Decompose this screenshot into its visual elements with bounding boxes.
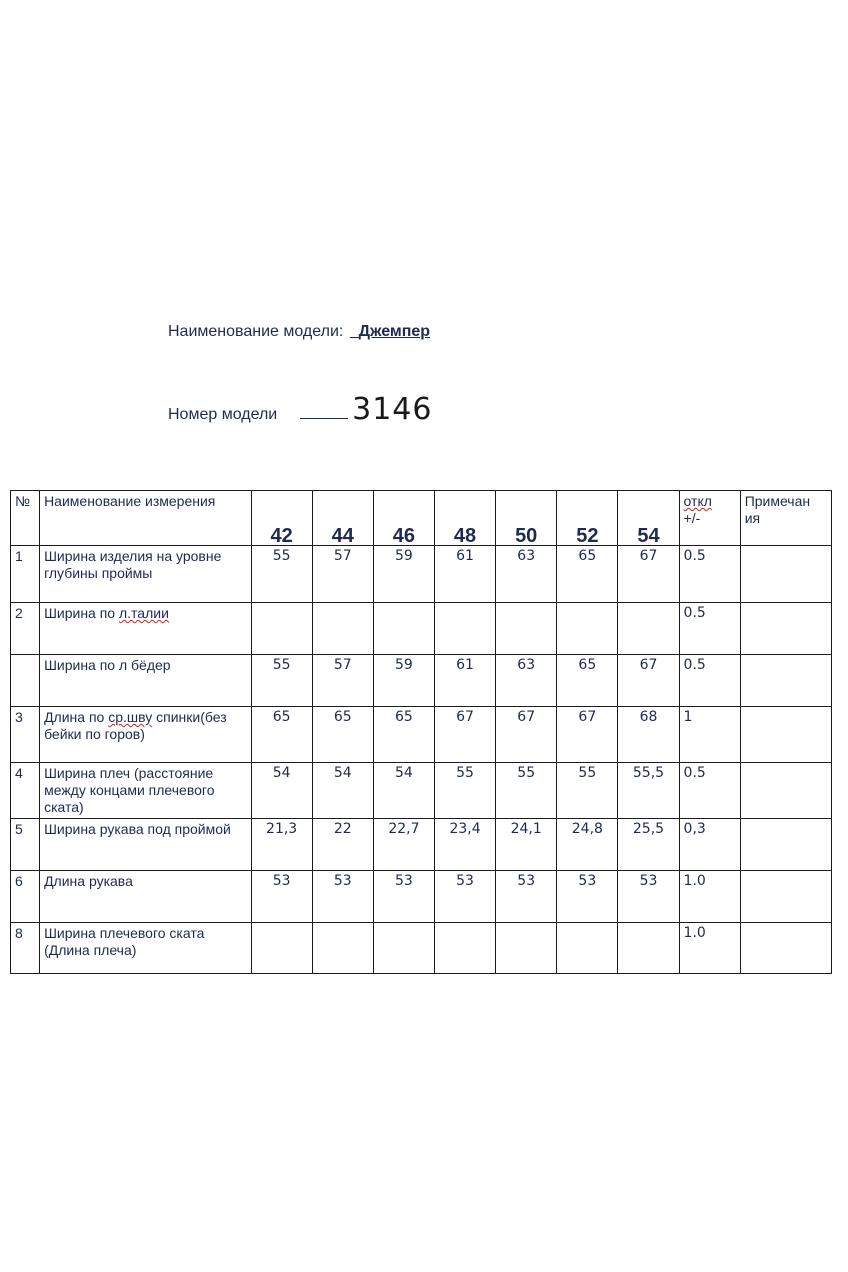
header-measurement-name: Наименование измерения: [40, 491, 252, 546]
row-value: 57: [312, 546, 373, 603]
model-name-value: Джемпер: [358, 323, 431, 340]
row-value: 57: [312, 655, 373, 707]
row-value: [312, 603, 373, 655]
row-tolerance: 1: [679, 707, 740, 763]
model-number-blank-line: [300, 390, 348, 419]
header-size: 54: [618, 491, 679, 546]
row-value: 53: [434, 871, 495, 923]
row-value: 65: [251, 707, 312, 763]
row-tolerance: 0.5: [679, 655, 740, 707]
header-num: №: [11, 491, 40, 546]
header-size: 52: [557, 491, 618, 546]
row-name: Ширина плечевого ската (Длина плеча): [40, 923, 252, 974]
row-value: 55,5: [618, 763, 679, 819]
row-value: [618, 603, 679, 655]
row-value: 63: [496, 546, 557, 603]
header-tolerance: [679, 491, 740, 546]
row-value: 24,8: [557, 819, 618, 871]
measurement-table: [10, 490, 832, 974]
row-value: [496, 603, 557, 655]
row-value: [373, 603, 434, 655]
table-row: [11, 923, 832, 974]
row-value: 53: [373, 871, 434, 923]
row-value: 54: [312, 763, 373, 819]
row-value: 65: [557, 546, 618, 603]
row-value: 54: [373, 763, 434, 819]
row-value: [496, 923, 557, 974]
row-name: Ширина рукава под проймой: [40, 819, 252, 871]
header-size: 42: [251, 491, 312, 546]
row-value: [251, 923, 312, 974]
row-name: Ширина плеч (расстояние между концами плечевого ската): [40, 763, 252, 819]
row-name: Ширина по л.талии: [40, 603, 252, 655]
table-header-row: [11, 491, 832, 546]
model-number-label: Номер модели: [168, 406, 278, 423]
row-value: 67: [618, 655, 679, 707]
header-tolerance-line1: откл: [683, 493, 712, 509]
row-num: 3: [11, 707, 40, 763]
row-value: [373, 923, 434, 974]
header-size: 48: [434, 491, 495, 546]
row-value: 65: [312, 707, 373, 763]
row-note: [740, 707, 831, 763]
row-value: 53: [557, 871, 618, 923]
row-value: 53: [496, 871, 557, 923]
row-value: 55: [557, 763, 618, 819]
row-value: 53: [251, 871, 312, 923]
table-row: [11, 707, 832, 763]
row-value: 53: [618, 871, 679, 923]
row-name: Ширина изделия на уровне глубины проймы: [40, 546, 252, 603]
table-row: [11, 655, 832, 707]
row-value: 23,4: [434, 819, 495, 871]
row-name: Ширина по л бёдер: [40, 655, 252, 707]
row-value: 67: [618, 546, 679, 603]
row-note: [740, 655, 831, 707]
header-size: 50: [496, 491, 557, 546]
row-name: Длина рукава: [40, 871, 252, 923]
row-note: [740, 871, 831, 923]
table-row: [11, 763, 832, 819]
row-value: 55: [496, 763, 557, 819]
header-size: 46: [373, 491, 434, 546]
table-row: [11, 546, 832, 603]
row-num: 4: [11, 763, 40, 819]
row-num: 6: [11, 871, 40, 923]
model-number-line: [168, 390, 432, 427]
row-note: [740, 603, 831, 655]
row-value: [434, 603, 495, 655]
row-value: 67: [496, 707, 557, 763]
row-value: 59: [373, 546, 434, 603]
table-row: [11, 871, 832, 923]
row-value: 54: [251, 763, 312, 819]
row-value: [312, 923, 373, 974]
row-num: 8: [11, 923, 40, 974]
row-value: [618, 923, 679, 974]
row-note: [740, 923, 831, 974]
table-row: [11, 819, 832, 871]
header-note: Примечан ия: [740, 491, 831, 546]
row-value: 55: [251, 546, 312, 603]
row-tolerance: 1.0: [679, 923, 740, 974]
row-num: 5: [11, 819, 40, 871]
row-value: 59: [373, 655, 434, 707]
row-value: [557, 603, 618, 655]
row-value: [251, 603, 312, 655]
row-num: [11, 655, 40, 707]
model-name-line: [168, 323, 430, 341]
row-note: [740, 546, 831, 603]
row-value: 61: [434, 655, 495, 707]
row-value: 22: [312, 819, 373, 871]
row-tolerance: 1.0: [679, 871, 740, 923]
row-value: 65: [557, 655, 618, 707]
row-value: [557, 923, 618, 974]
row-value: 68: [618, 707, 679, 763]
row-tolerance: 0.5: [679, 546, 740, 603]
row-value: 21,3: [251, 819, 312, 871]
row-value: 25,5: [618, 819, 679, 871]
row-value: 53: [312, 871, 373, 923]
model-number-value: 3146: [352, 392, 433, 427]
header-tolerance-line2: +/-: [683, 510, 701, 526]
header-size: 44: [312, 491, 373, 546]
row-value: 63: [496, 655, 557, 707]
row-value: 67: [434, 707, 495, 763]
row-num: 1: [11, 546, 40, 603]
table-row: [11, 603, 832, 655]
row-tolerance: 0.5: [679, 763, 740, 819]
row-value: 22,7: [373, 819, 434, 871]
row-value: 55: [251, 655, 312, 707]
row-name: Длина по ср.шву спинки(без бейки по горов): [40, 707, 252, 763]
row-value: [434, 923, 495, 974]
row-value: 67: [557, 707, 618, 763]
model-name-label: Наименование модели:: [168, 323, 344, 340]
row-value: 65: [373, 707, 434, 763]
row-tolerance: 0,3: [679, 819, 740, 871]
row-value: 55: [434, 763, 495, 819]
row-note: [740, 763, 831, 819]
row-num: 2: [11, 603, 40, 655]
row-value: 61: [434, 546, 495, 603]
row-tolerance: 0.5: [679, 603, 740, 655]
row-note: [740, 819, 831, 871]
row-value: 24,1: [496, 819, 557, 871]
